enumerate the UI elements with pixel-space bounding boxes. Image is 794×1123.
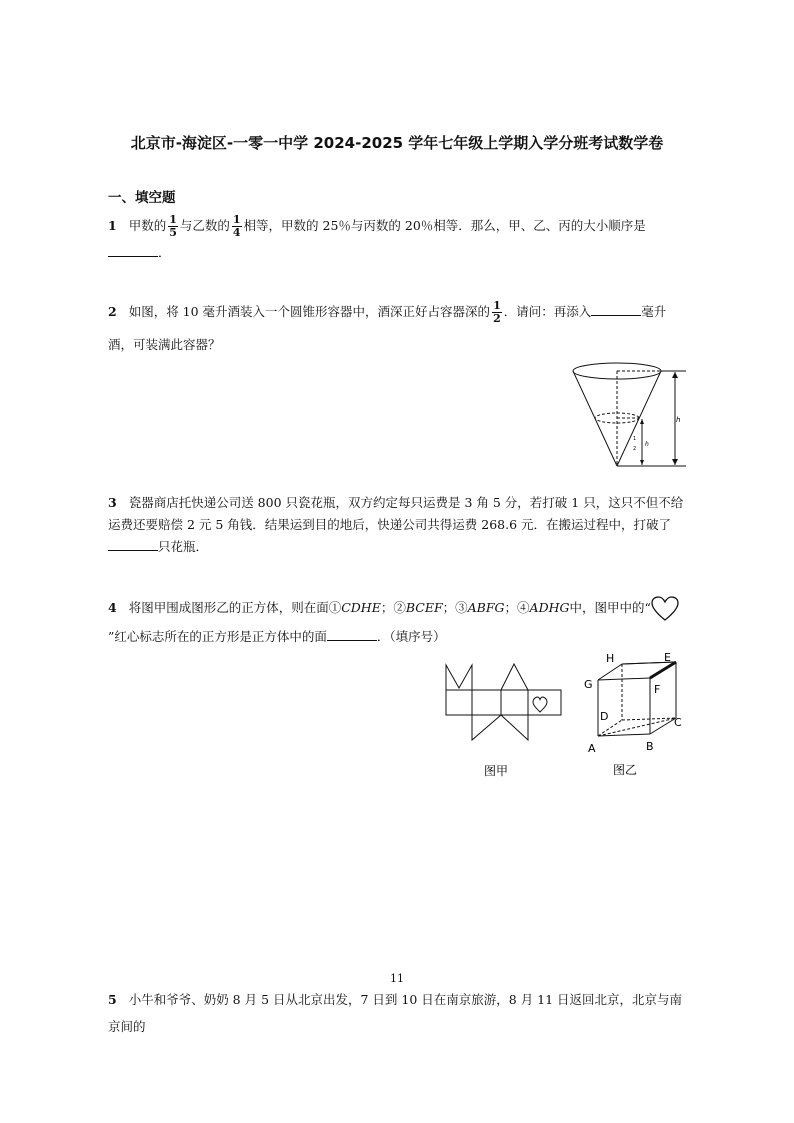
page-title: 北京市-海淀区-一零一中学 2024-2025 学年七年级上学期入学分班考试数学卷 [130, 134, 664, 152]
fraction-numerator: 1 [169, 213, 177, 226]
q3-text-a: 瓷器商店托快递公司送 800 只瓷花瓶，双方约定每只运费是 3 角 5 分，若打破 1 只，这只不但不给运费还要赔偿 2 元 5 角钱．结果运到目的地后，快递公司共得运费 268.6 元．在搬运过程中，打破了 [108, 495, 684, 532]
small-frac-den: 2 [633, 446, 637, 452]
fraction-one-fifth [168, 214, 178, 239]
q1-text-b: 与乙数的 [179, 218, 230, 233]
face-abfg: ABFG [467, 600, 505, 615]
edge-gf [598, 678, 650, 680]
cube-figure [580, 648, 690, 783]
face-bcef: BCEF [405, 600, 443, 615]
edge-gh [598, 664, 622, 680]
arrow-up-icon [640, 419, 644, 424]
question-number: 1 [108, 218, 117, 233]
q1-text-d: ． [158, 245, 171, 260]
arrow-down-icon [672, 459, 678, 465]
question-number: 3 [108, 495, 117, 510]
face-adhg: ADHG [529, 600, 570, 615]
cone-figure [560, 356, 695, 476]
q2-text-c: 毫升酒，可装满此容器？ [108, 304, 667, 352]
face-cdhe: CDHE [341, 600, 381, 615]
question-2 [108, 295, 688, 361]
vertex-a: A [588, 742, 596, 755]
q2-text-a: 如图，将 10 毫升酒装入一个圆锥形容器中，酒深正好占容器深的 [128, 304, 491, 319]
figure-caption-a: 图甲 [484, 764, 509, 778]
page-number: 11 [390, 972, 404, 985]
vertex-b: B [646, 740, 654, 753]
answer-blank[interactable] [591, 301, 641, 316]
height-label: h [676, 416, 681, 424]
vertex-f: F [654, 683, 661, 696]
section-heading: 一、填空题 [108, 190, 176, 206]
answer-blank[interactable] [327, 626, 377, 641]
question-number: 2 [108, 304, 117, 319]
q1-text-c: 相等，甲数的 25％与丙数的 20％相等．那么，甲、乙、丙的大小顺序是 [243, 218, 646, 233]
fraction-denominator: 4 [232, 226, 241, 239]
question-number: 4 [108, 600, 117, 615]
q4-text-c: ”红心标志所在的正方形是正方体中的面 [108, 629, 327, 644]
arrow-down-icon [640, 460, 644, 465]
q4-text-a: 将图甲围成图形乙的正方体，则在面① [128, 600, 342, 615]
q4-sep: ；② [380, 600, 406, 615]
answer-blank[interactable] [108, 242, 158, 257]
fraction-one-fourth [232, 214, 242, 239]
net-bottom-right-face [501, 715, 528, 740]
question-3 [108, 492, 688, 558]
q4-sep: ；③ [442, 600, 468, 615]
vertex-e: E [664, 651, 671, 664]
small-frac-num: 1 [633, 436, 637, 442]
fraction-denominator: 2 [493, 312, 501, 325]
heart-icon [533, 697, 547, 712]
cube-net-figure [444, 660, 569, 780]
net-top-left-face [446, 665, 472, 690]
fraction-numerator: 1 [232, 213, 241, 226]
fraction-one-half [492, 300, 502, 325]
vertex-g: G [584, 678, 593, 691]
net-top-right-face [501, 664, 528, 690]
q2-text-b: ．请问：再添入 [503, 304, 592, 319]
small-height-label: h [645, 441, 649, 448]
question-1 [108, 212, 688, 266]
question-number: 5 [108, 992, 117, 1007]
arrow-up-icon [672, 372, 678, 378]
edge-bc [650, 718, 676, 734]
question-5 [108, 986, 688, 1040]
edge-fe-bold [650, 662, 676, 678]
q1-text-a: 甲数的 [128, 218, 167, 233]
heart-icon [651, 596, 679, 622]
vertex-c: C [674, 716, 682, 729]
net-bottom-left-face [472, 715, 501, 740]
question-4 [108, 593, 688, 651]
fraction-numerator: 1 [493, 299, 501, 312]
q4-text-b: 中，图甲中的“ [569, 600, 651, 615]
vertex-h: H [606, 652, 615, 665]
fraction-denominator: 5 [169, 226, 177, 239]
q5-text: 小牛和爷爷、奶奶 8 月 5 日从北京出发，7 日到 10 日在南京旅游，8 月 11 日返回北京，北京与南京间的 [108, 992, 683, 1034]
answer-blank[interactable] [108, 536, 158, 551]
net-strip [446, 690, 561, 715]
vertex-d: D [600, 710, 609, 723]
q4-text-d: ．（填序号） [376, 629, 446, 644]
q3-text-b: 只花瓶． [158, 539, 209, 554]
diag-ac [598, 718, 676, 736]
figure-caption-b: 图乙 [613, 763, 638, 777]
q4-sep: ；④ [504, 600, 530, 615]
